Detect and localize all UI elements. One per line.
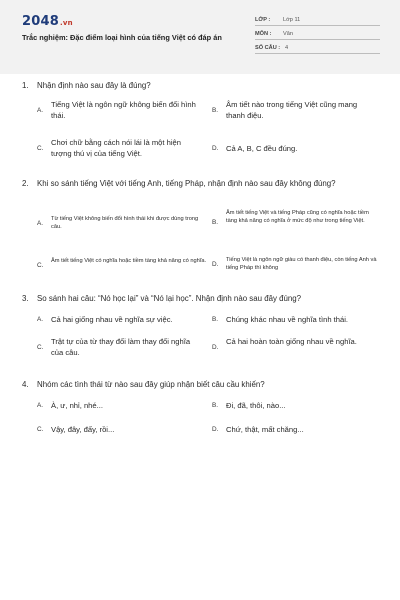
option-text: Chơi chữ bằng cách nói lái là một hiện tượng thú vị của tiếng Việt. <box>51 138 181 158</box>
question-number: 2. <box>22 179 29 188</box>
document-title: Trắc nghiệm: Đặc điểm loại hình của tiếng Việt có đáp án <box>22 33 222 42</box>
question-title <box>22 81 382 91</box>
option-d[interactable] <box>212 256 380 273</box>
question-1 <box>22 81 382 166</box>
question-title <box>22 380 382 390</box>
option-letter: B. <box>212 316 219 323</box>
option-letter: C. <box>37 262 44 269</box>
header <box>0 0 400 74</box>
question-title <box>22 294 382 304</box>
question-text: So sánh hai câu: “Nó học lại” và “Nó lại học”. Nhận định nào sau đây đúng? <box>37 294 302 303</box>
option-letter: D. <box>212 145 219 152</box>
question-number: 3. <box>22 294 29 303</box>
option-letter: B. <box>212 107 219 114</box>
option-text: Từ tiếng Việt không biến đổi hình thái khi được dùng trong câu. <box>51 216 199 231</box>
option-a[interactable] <box>37 400 207 411</box>
meta-underline <box>255 39 380 40</box>
option-a[interactable] <box>37 99 202 121</box>
option-letter: A. <box>37 107 44 114</box>
option-text: Trật tự của từ thay đổi làm thay đổi nghĩa của câu. <box>51 337 191 357</box>
option-text: Chúng khác nhau về nghĩa tình thái. <box>226 315 349 324</box>
meta-value: Lớp 11 <box>283 17 301 23</box>
option-letter: A. <box>37 316 44 323</box>
option-b[interactable] <box>212 400 380 411</box>
option-text: À, ư, nhỉ, nhé... <box>51 401 103 410</box>
option-text: Tiếng Việt là ngôn ngữ không biến đổi hình thái. <box>51 100 196 120</box>
option-letter: D. <box>212 344 219 351</box>
option-letter: D. <box>212 261 219 268</box>
option-text: Cả hai hoàn toàn giống nhau về nghĩa. <box>226 337 357 346</box>
option-a[interactable] <box>37 314 207 325</box>
question-number: 4. <box>22 380 29 389</box>
option-c[interactable] <box>37 137 202 159</box>
option-b[interactable] <box>212 314 380 325</box>
option-c[interactable] <box>37 336 202 358</box>
meta-underline <box>255 53 380 54</box>
option-d[interactable] <box>212 424 380 435</box>
meta-label: LỚP : <box>255 17 271 23</box>
option-c[interactable] <box>37 257 207 269</box>
option-d[interactable] <box>212 143 377 154</box>
option-text: Âm tiết tiếng Việt và tiếng Pháp cũng có nghĩa hoặc tiềm tàng khả năng có nghĩa ở mức độ như trong tiếng Việt. <box>226 210 369 225</box>
option-a[interactable] <box>37 215 207 232</box>
option-text: Âm tiết tiếng Việt có nghĩa hoặc tiềm tàng khả năng có nghĩa. <box>51 258 207 264</box>
question-text: Nhận định nào sau đây là đúng? <box>37 81 151 90</box>
logo-suffix: .vn <box>59 19 73 27</box>
option-text: Vậy, đây, đấy, rồi... <box>51 425 115 434</box>
meta-label: SỐ CÂU : <box>255 45 281 51</box>
option-d[interactable] <box>212 336 377 351</box>
option-letter: A. <box>37 220 44 227</box>
option-letter: C. <box>37 145 44 152</box>
option-letter: B. <box>212 219 219 226</box>
question-3 <box>22 294 382 369</box>
meta-underline <box>255 25 380 26</box>
option-text: Cả hai giống nhau về nghĩa sự việc. <box>51 315 173 324</box>
option-text: Cả A, B, C đều đúng. <box>226 144 298 153</box>
option-letter: B. <box>212 402 219 409</box>
question-text: Khi so sánh tiếng Việt với tiếng Anh, tiếng Pháp, nhận định nào sau đây không đúng? <box>37 179 336 188</box>
site-logo[interactable] <box>22 14 73 29</box>
question-4 <box>22 380 382 440</box>
option-text: Đi, đã, thôi, nào... <box>226 401 286 410</box>
option-letter: C. <box>37 344 44 351</box>
option-letter: A. <box>37 402 44 409</box>
option-b[interactable] <box>212 99 377 121</box>
option-letter: C. <box>37 426 44 433</box>
question-text: Nhóm các tình thái từ nào sau đây giúp nhận biết câu cầu khiến? <box>37 380 265 389</box>
option-b[interactable] <box>212 209 380 226</box>
question-title <box>22 179 382 189</box>
question-number: 1. <box>22 81 29 90</box>
meta-label: MÔN : <box>255 31 272 37</box>
option-text: Tiếng Việt là ngôn ngữ giàu có thanh điệu, còn tiếng Anh và tiếng Pháp thì không <box>226 257 377 272</box>
question-2 <box>22 179 382 284</box>
logo-text: 2048 <box>22 14 59 29</box>
option-letter: D. <box>212 426 219 433</box>
option-text: Chứ, thật, mất chăng... <box>226 425 304 434</box>
meta-value: 4 <box>285 45 289 51</box>
option-c[interactable] <box>37 424 207 435</box>
option-text: Âm tiết nào trong tiếng Việt cũng mang thanh điệu. <box>226 100 358 120</box>
meta-value: Văn <box>283 31 293 37</box>
